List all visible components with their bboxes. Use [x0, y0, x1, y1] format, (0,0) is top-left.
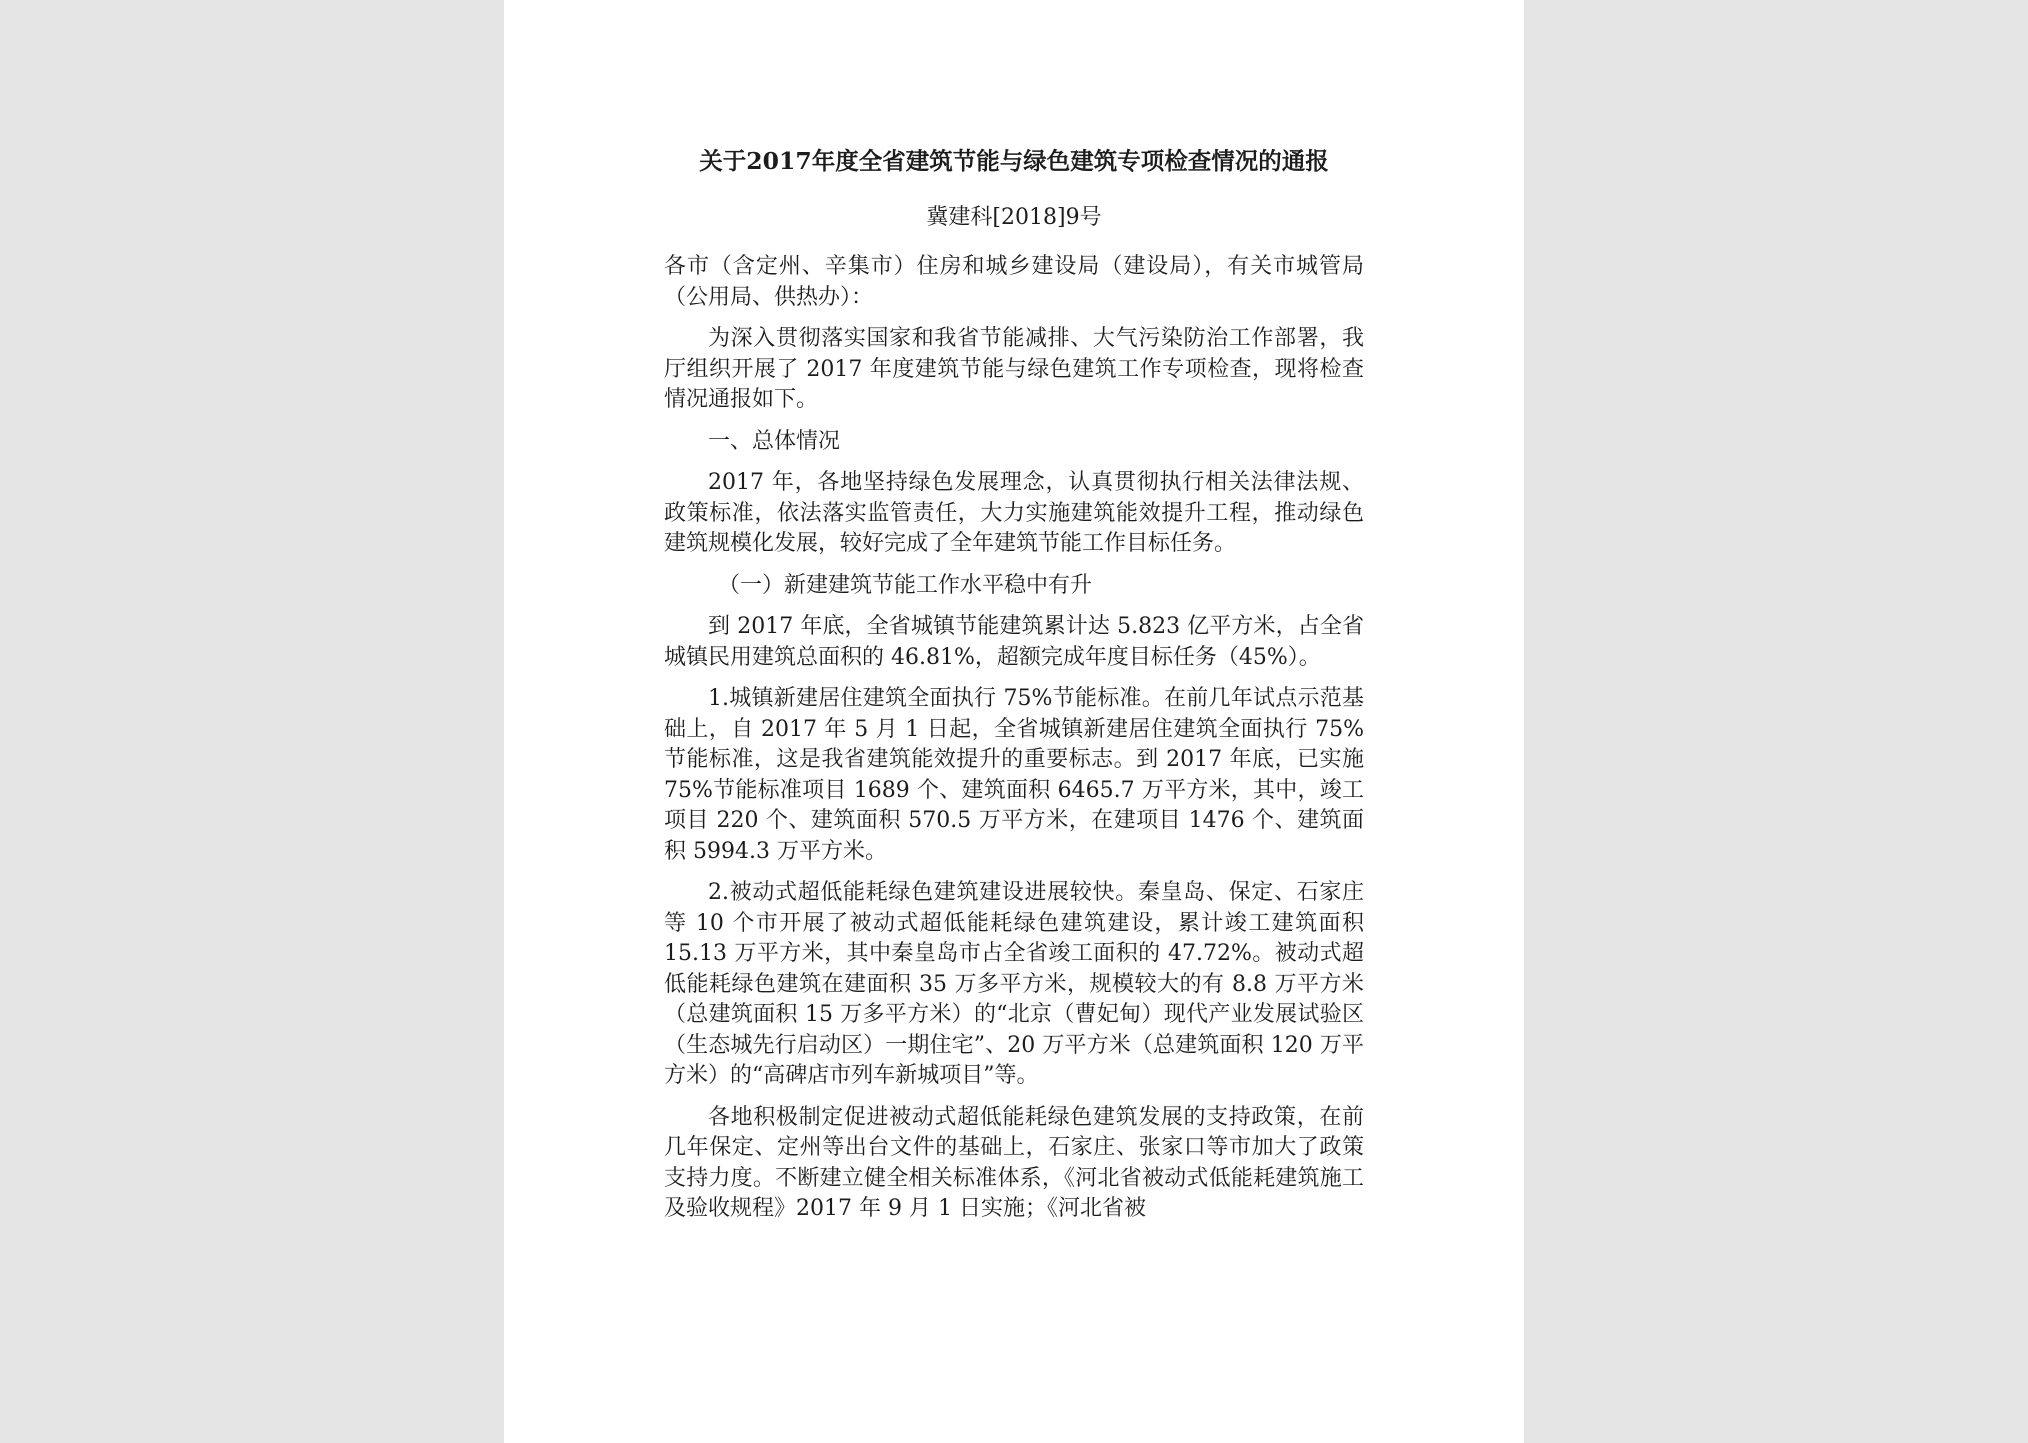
addressee: 各市（含定州、辛集市）住房和城乡建设局（建设局），有关市城管局（公用局、供热办）： — [664, 254, 1364, 310]
subsection-heading-new-buildings: （一）新建建筑节能工作水平稳中有升 — [718, 572, 1093, 598]
document-number: 冀建科[2018]9号 — [926, 205, 1102, 230]
body-paragraph: 到 2017 年底，全省城镇节能建筑累计达 5.823 亿平方米，占全省城镇民用建筑总面积的 46.81%，超额完成年度目标任务（45%）。 — [664, 614, 1364, 670]
body-paragraph: 各地积极制定促进被动式超低能耗绿色建筑发展的支持政策，在前几年保定、定州等出台文件的基础上，石家庄、张家口等市加大了政策支持力度。不断建立健全相关标准体系，《河北省被动式低能耗建筑施工及验收规程》2017 年 9 月 1 日实施；《河北省被 — [664, 1104, 1364, 1221]
body-paragraph: 1.城镇新建居住建筑全面执行 75%节能标准。在前几年试点示范基础上，自 2017 年 5 月 1 日起，全省城镇新建居住建筑全面执行 75%节能标准，这是我省建筑能效提升的重要标志。到 2017 年底，已实施 75%节能标准项目 1689 个、建筑面积 6465.7 万平方米，其中，竣工项目 220 个、建筑面积 570.5 万平方米，在建项目 1476 个、建筑面积 5994.3 万平方米。 — [664, 686, 1364, 864]
intro-paragraph: 为深入贯彻落实国家和我省节能减排、大气污染防治工作部署，我厅组织开展了 2017 年度建筑节能与绿色建筑工作专项检查，现将检查情况通报如下。 — [664, 326, 1364, 412]
overall-paragraph: 2017 年，各地坚持绿色发展理念，认真贯彻执行相关法律法规、政策标准，依法落实监管责任，大力实施建筑能效提升工程，推动绿色建筑规模化发展，较好完成了全年建筑节能工作目标任务。 — [664, 470, 1364, 556]
body-paragraph: 2.被动式超低能耗绿色建筑建设进展较快。秦皇岛、保定、石家庄等 10 个市开展了被动式超低能耗绿色建筑建设，累计竣工建筑面积 15.13 万平方米，其中秦皇岛市占全省竣工面积的 47.72%。被动式超低能耗绿色建筑在建面积 35 万多平方米，规模较大的有 8.8 万平方米（总建筑面积 15 万多平方米）的“北京（曹妃甸）现代产业发展试验区（生态城先行启动区）一期住宅”、20 万平方米（总建筑面积 120 万平方米）的“高碑店市列车新城项目”等。 — [664, 880, 1364, 1088]
section-heading-overall: 一、总体情况 — [708, 428, 841, 454]
document-body — [664, 140, 1364, 1236]
document-page — [504, 0, 1524, 1443]
document-title: 关于2017年度全省建筑节能与绿色建筑专项检查情况的通报 — [699, 147, 1329, 175]
